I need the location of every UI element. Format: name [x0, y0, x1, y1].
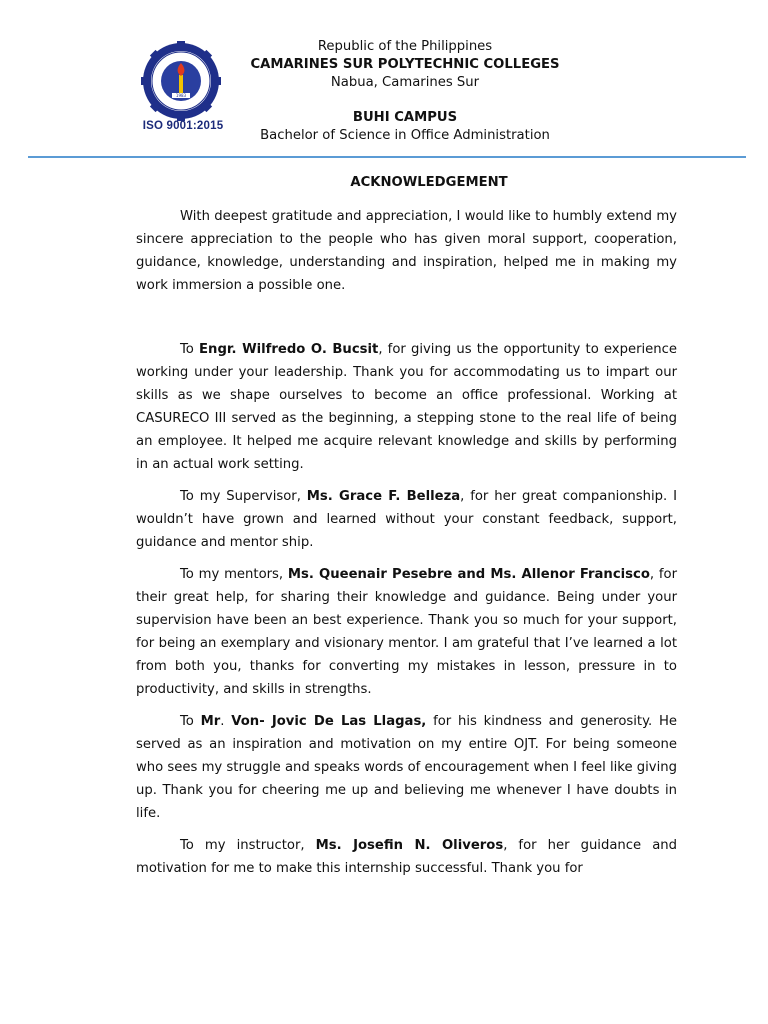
- paragraph-bucsit: To Engr. Wilfredo O. Bucsit, for giving us the opportunity to experience working under your leadership. Thank you for accommodating us to impart our skills as we shape ourselves to become an office professional. Working at CASURECO III served as the beginning, a stepping stone to the real life of being an employee. It helped me acquire relevant knowledge and skills by performing in an actual work setting.: [136, 342, 678, 472]
- paragraph-belleza: To my Supervisor, Ms. Grace F. Belleza, for her great companionship. I wouldn’t have grown and learned without your constant feedback, support, guidance and mentor ship.: [136, 489, 677, 550]
- seal-year: 1983: [175, 93, 187, 98]
- letterhead: [200, 38, 610, 145]
- college-location: Nabua, Camarines Sur: [330, 75, 480, 90]
- person-title: Mr: [200, 714, 221, 729]
- republic-line: Republic of the Philippines: [317, 39, 493, 54]
- program-name: Bachelor of Science in Office Administration: [260, 128, 550, 143]
- paragraph-mentors: To my mentors, Ms. Queenair Pesebre and Ms. Allenor Francisco, for their great help, for sharing their knowledge and guidance. Being under your supervision have been an best experience. Thank you so much for your support, for being an exemplary and visionary mentor. I am grateful that I’ve learned a lot from both you, thanks for converting my mistakes in lesson, pressure in to productivity, and skills in strengths.: [136, 567, 677, 697]
- acknowledgement-body: [136, 205, 677, 889]
- paragraph-oliveros: To my instructor, Ms. Josefin N. Oliveros, for her guidance and motivation for me to make this internship successful. Thank you for: [136, 838, 678, 876]
- iso-certification: ISO 9001:2015: [142, 120, 224, 132]
- college-name: CAMARINES SUR POLYTECHNIC COLLEGES: [250, 57, 560, 72]
- header-divider: [28, 156, 746, 158]
- person-name: Engr. Wilfredo O. Bucsit: [199, 342, 379, 357]
- campus-name: BUHI CAMPUS: [352, 110, 458, 125]
- person-name: Von- Jovic De Las Llagas,: [231, 714, 427, 729]
- page-title: ACKNOWLEDGEMENT: [350, 175, 508, 190]
- paragraph-llagas: To Mr. Von- Jovic De Las Llagas, for his kindness and generosity. He served as an inspiration and motivation on my entire OJT. For being someone who sees my struggle and speaks words of encouragement when I feel like giving up. Thank you for cheering me up and believing me whenever I have doubts in life.: [136, 714, 678, 821]
- paragraph-intro: With deepest gratitude and appreciation, I would like to humbly extend my sincere appreciation to the people who has given moral support, cooperation, guidance, knowledge, understanding and inspiration, helped me in making my work immersion a possible one.: [136, 209, 677, 293]
- person-name: Ms. Queenair Pesebre and Ms. Allenor Francisco: [287, 567, 650, 582]
- person-name: Ms. Grace F. Belleza: [306, 489, 461, 504]
- person-name: Ms. Josefin N. Oliveros: [315, 838, 504, 853]
